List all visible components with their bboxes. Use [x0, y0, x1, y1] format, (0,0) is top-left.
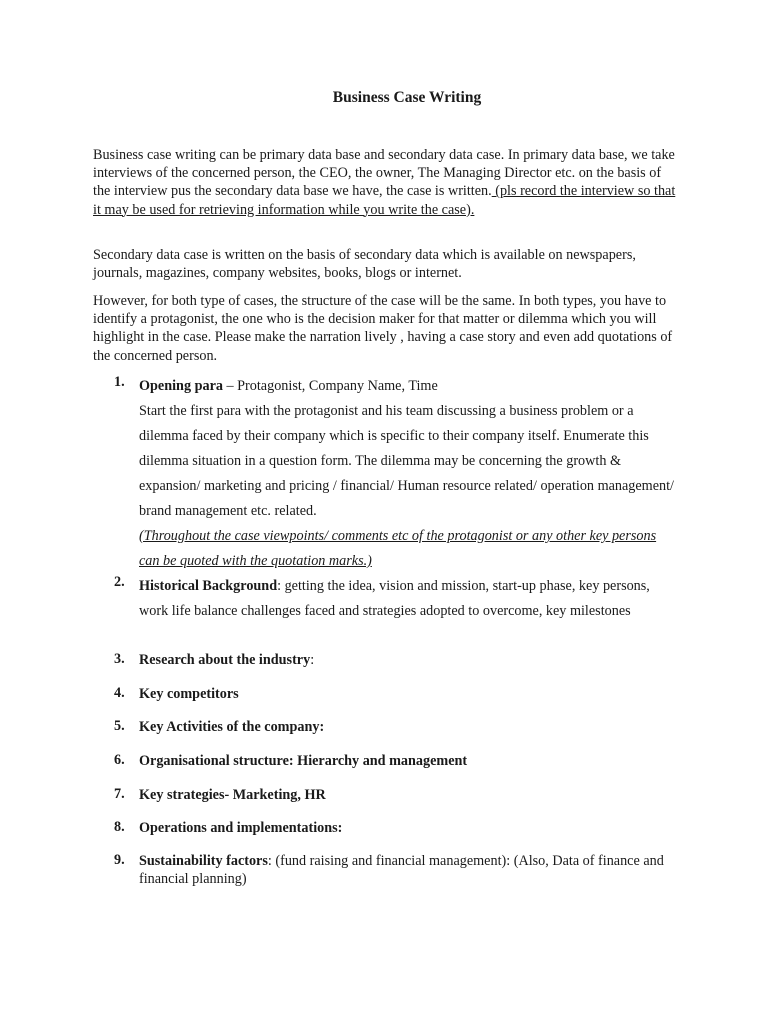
list-item-content — [139, 574, 679, 624]
list-item-content — [139, 374, 679, 574]
structure-paragraph: However, for both type of cases, the structure of the case will be the same. In both types, you have to identify a protagonist, the one who is the decision maker for that matter or dilemma which you will highlight in the case. Please make the narration lively , having a case story and even add quotations of the concerned person. — [93, 293, 673, 364]
list-item-rest: – Protagonist, Company Name, Time — [222, 378, 438, 394]
list-item-rest: : (fund raising and financial management): (Also, Data of finance and financial planning) — [139, 853, 664, 887]
intro-paragraph — [93, 146, 678, 219]
document-title: Business Case Writing — [332, 89, 482, 106]
list-item-heading: Key strategies- Marketing, HR — [139, 787, 326, 803]
list-item-heading: Organisational structure: Hierarchy and management — [139, 753, 468, 769]
list-item-rest: : getting the idea, vision and mission, start-up phase, key persons, work life balance challenges faced and strategies adopted to overcome, key milestones — [139, 578, 650, 619]
list-item-heading: Operations and implementations: — [139, 820, 343, 836]
list-item-content — [139, 786, 679, 804]
list-item-heading: Sustainability factors — [139, 853, 268, 869]
list-item-content — [139, 651, 679, 669]
list-item-number: 6. — [114, 752, 125, 768]
list-item-number: 1. — [114, 374, 125, 390]
list-item-number: 4. — [114, 685, 125, 701]
list-item-heading: Opening para — [139, 378, 223, 394]
list-item-heading: Key competitors — [139, 686, 239, 702]
list-item-detail: Start the first para with the protagonist and his team discussing a business problem or a dilemma faced by their company which is specific to their company itself. Enumerate this dilemma situation in a question form. The dilemma may be concerning the growth & expansion/ marketing and pricing / financial/ Human resource related/ operation management/ brand management etc. related. — [139, 403, 674, 519]
intro-note: (pls record the interview so that it may be used for retrieving information while you write the case). — [93, 183, 676, 218]
list-item-content — [139, 685, 679, 703]
list-item-rest: : — [310, 652, 315, 668]
intro-text: Business case writing can be primary data base and secondary data case. In primary data base, we take interviews of the concerned person, the CEO, the owner, The Managing Director etc. on the basis of the interview pus the secondary data base we have, the case is written. — [93, 147, 675, 200]
list-item-heading: Research about the industry — [139, 652, 311, 668]
list-item-content — [139, 852, 679, 888]
list-item-content — [139, 752, 679, 770]
list-item-heading: Historical Background — [139, 578, 278, 594]
list-item-content — [139, 819, 679, 837]
list-item-number: 2. — [114, 574, 125, 590]
list-item-number: 8. — [114, 819, 125, 835]
secondary-data-paragraph: Secondary data case is written on the basis of secondary data which is available on newspapers, journals, magazines, company websites, books, blogs or internet. — [93, 247, 636, 282]
list-item-number: 3. — [114, 651, 125, 667]
list-item-content — [139, 718, 679, 736]
list-item-heading: Key Activities of the company: — [139, 719, 325, 735]
list-item-number: 7. — [114, 786, 125, 802]
list-item-number: 9. — [114, 852, 125, 868]
list-item-note: (Throughout the case viewpoints/ comments etc of the protagonist or any other key persons can be quoted with the quotation marks.) — [139, 528, 657, 569]
list-item-number: 5. — [114, 718, 125, 734]
